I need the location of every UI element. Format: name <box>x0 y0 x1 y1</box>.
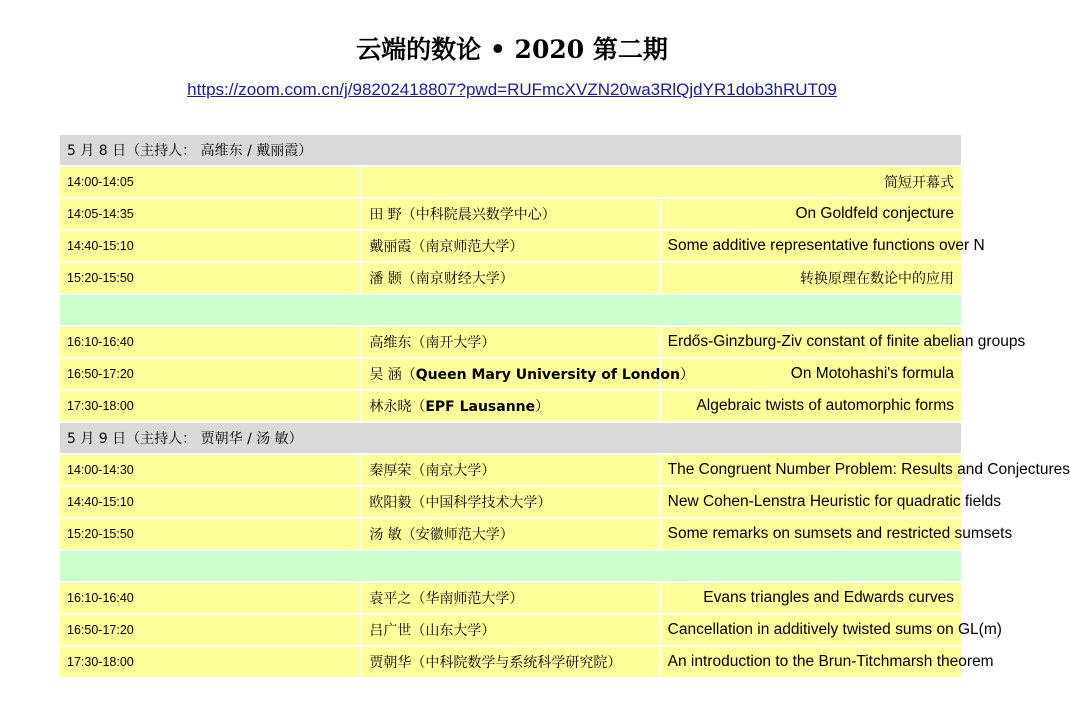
break-row <box>60 295 961 325</box>
speaker-affiliation: EPF Lausanne <box>425 399 536 415</box>
break-cell <box>60 295 961 325</box>
talk-title: Cancellation in additively twisted sums on GL(m) <box>661 615 961 645</box>
talk-time: 15:20-15:50 <box>60 519 360 549</box>
talk-time: 14:40-15:10 <box>60 487 360 517</box>
talk-speaker: 汤 敏（安徽师范大学） <box>360 519 660 549</box>
talk-time: 16:10-16:40 <box>60 327 360 357</box>
table-row <box>60 615 961 645</box>
talk-time: 14:00-14:30 <box>60 455 360 485</box>
speaker-name: 吴 涵（ <box>369 367 416 383</box>
talk-title: New Cohen-Lenstra Heuristic for quadratic fields <box>661 487 961 517</box>
talk-time: 14:00-14:05 <box>60 167 360 197</box>
talk-speaker: 欧阳毅（中国科学技术大学） <box>360 487 660 517</box>
day-header-row <box>60 423 961 453</box>
talk-time: 14:05-14:35 <box>60 199 360 229</box>
talk-time: 14:40-15:10 <box>60 231 360 261</box>
day-header-row <box>60 135 961 165</box>
talk-title: The Congruent Number Problem: Results and Conjectures <box>661 455 961 485</box>
talk-title: 转换原理在数论中的应用 <box>661 263 961 293</box>
talk-speaker: 戴丽霞（南京师范大学） <box>360 231 660 261</box>
table-row <box>60 231 961 261</box>
talk-title: Evans triangles and Edwards curves <box>661 583 961 613</box>
speaker-paren: ） <box>679 367 694 383</box>
table-row <box>60 647 961 677</box>
talk-speaker: 贾朝华（中科院数学与系统科学研究院） <box>360 647 660 677</box>
table-row <box>60 199 961 229</box>
table-row <box>60 263 961 293</box>
talk-time: 16:50-17:20 <box>60 615 360 645</box>
table-row <box>60 519 961 549</box>
talk-time: 17:30-18:00 <box>60 647 360 677</box>
talk-speaker: 秦厚荣（南京大学） <box>360 455 660 485</box>
talk-time: 15:20-15:50 <box>60 263 360 293</box>
talk-speaker: 吕广世（山东大学） <box>360 615 660 645</box>
talk-title: On Motohashi's formula <box>661 359 961 389</box>
break-cell <box>60 551 961 581</box>
talk-speaker: 高维东（南开大学） <box>360 327 660 357</box>
table-row <box>60 167 961 197</box>
talk-title: Algebraic twists of automorphic forms <box>661 391 961 421</box>
table-row <box>60 583 961 613</box>
table-row <box>60 487 961 517</box>
table-row <box>60 391 961 421</box>
talk-speaker <box>360 391 660 421</box>
talk-speaker: 田 野（中科院晨兴数学中心） <box>360 199 660 229</box>
page-title: 云端的数论 • 2020 第二期 <box>356 35 668 64</box>
table-row <box>60 327 961 357</box>
talk-time: 16:10-16:40 <box>60 583 360 613</box>
break-row <box>60 551 961 581</box>
day-heading: 5 月 9 日（主持人： 贾朝华 / 汤 敏） <box>60 423 961 453</box>
talk-time: 17:30-18:00 <box>60 391 360 421</box>
zoom-link[interactable]: https://zoom.com.cn/j/98202418807?pwd=RUFmcXVZN20wa3RlQjdYR1dob3hRUT09 <box>187 80 837 99</box>
talk-speaker <box>360 359 694 389</box>
talk-title: Erdős-Ginzburg-Ziv constant of finite abelian groups <box>661 327 961 357</box>
speaker-paren: ） <box>535 399 550 415</box>
talk-title: On Goldfeld conjecture <box>661 199 961 229</box>
talk-title: Some additive representative functions over N <box>661 231 961 261</box>
talk-speaker: 袁平之（华南师范大学） <box>360 583 660 613</box>
table-row <box>60 359 961 389</box>
talk-speaker: 潘 颢（南京财经大学） <box>360 263 660 293</box>
day-heading: 5 月 8 日（主持人： 高维东 / 戴丽霞） <box>60 135 961 165</box>
talk-title: An introduction to the Brun-Titchmarsh theorem <box>661 647 961 677</box>
speaker-affiliation: Queen Mary University of London <box>415 367 680 383</box>
schedule-table <box>60 133 1070 679</box>
table-row <box>60 455 961 485</box>
talk-title: 简短开幕式 <box>360 167 961 197</box>
talk-time: 16:50-17:20 <box>60 359 360 389</box>
talk-title: Some remarks on sumsets and restricted sumsets <box>661 519 961 549</box>
speaker-name: 林永晓（ <box>369 399 426 415</box>
